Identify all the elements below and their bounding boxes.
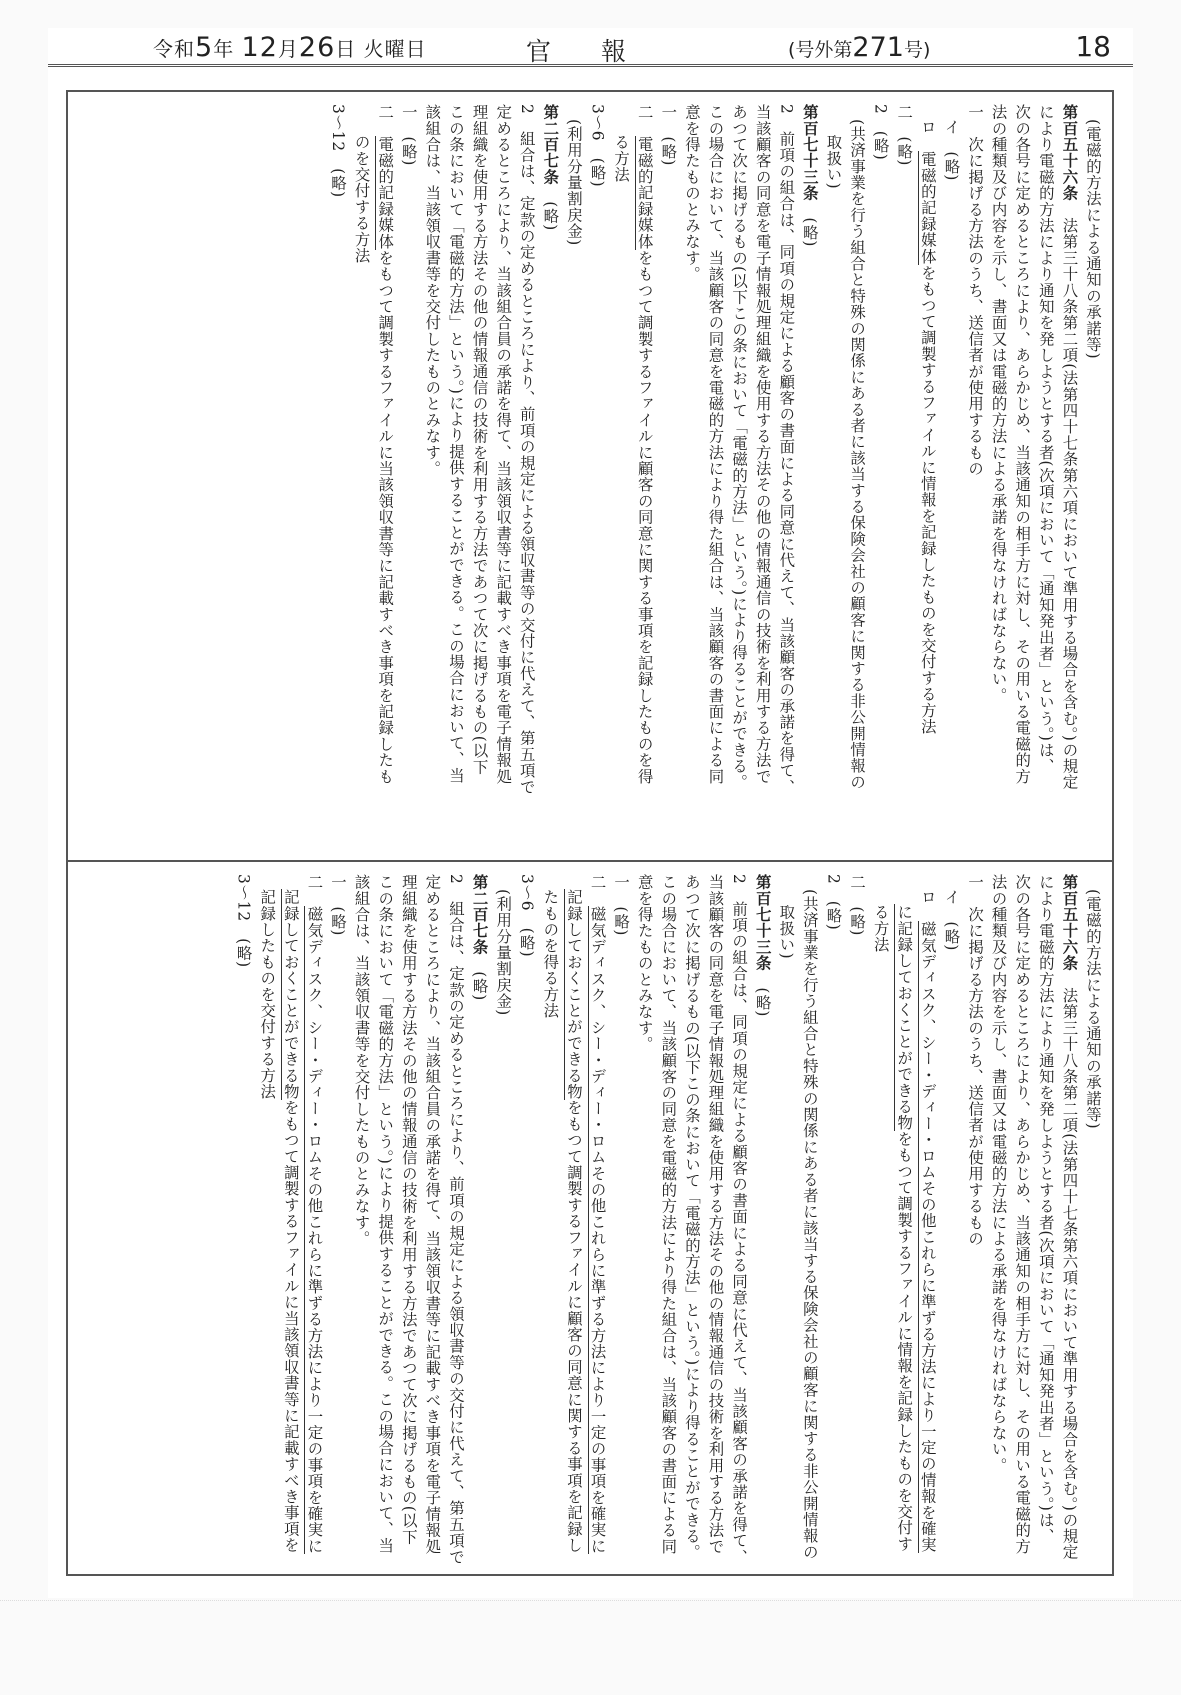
text-line: 該組合は、当該領収書等を交付したものとみなす。 [352, 874, 371, 1247]
text-line: 当該顧客の同意を電子情報処理組織を使用する方法その他の情報通信の技術を利用する方法で [706, 874, 725, 1555]
text-line: により電磁的方法により通知を発しようとする者(次項において「通知発出者」という。)は、 [1036, 874, 1055, 1545]
masthead-rule [48, 64, 1133, 67]
text-line: る方法 [612, 134, 631, 183]
text-line: 次の各号に定めるところにより、あらかじめ、当該通知の相手方に対し、その用いる電磁的方 [1013, 874, 1032, 1555]
text-line: (共済事業を行う組合と特殊の関係にある者に該当する保険会社の顧客に関する非公開情報の [800, 889, 819, 1561]
article-number: 第百七十三条 [800, 104, 819, 202]
text-line: 該組合は、当該領収書等を交付したものとみなす。 [423, 104, 442, 477]
text-line: 2 組合は、定款の定めるところにより、前項の規定による領収書等の交付に代えて、第五項で [517, 104, 536, 795]
month-unit: 月 [277, 37, 299, 61]
text-line: 取扱い) [777, 904, 796, 960]
text-line: 二 磁気ディスク、シー・ディー・ロムその他これらに準ずる方法により一定の事項を確実に [305, 874, 324, 1555]
issue-number [788, 32, 930, 63]
text-line: 理組織を使用する方法その他の情報通信の技術を利用する方法であつて次に掲げるもの(以下 [470, 104, 489, 776]
text-line: 法の種類及び内容を示し、書面又は電磁的方法による承諾を得なければならない。 [989, 874, 1008, 1474]
text-line: 法の種類及び内容を示し、書面又は電磁的方法による承諾を得なければならない。 [989, 104, 1008, 704]
text-line: 3〜6 (略) [517, 874, 536, 958]
text-line: この条において「電磁的方法」という。)により提供することができる。この場合において、当 [446, 104, 465, 784]
text-line: 記録しておくことができる物をもつて調製するファイルに顧客の同意に関する事項を記録し [564, 889, 583, 1554]
text-line: 一 次に掲げる方法のうち、送信者が使用するもの [966, 104, 985, 477]
page-bottom-divider [0, 1600, 1181, 1602]
text-line: 二 (略) [895, 104, 914, 167]
text-line: (電磁的方法による通知の承諾等) [1084, 889, 1102, 1130]
issue-suffix: 号) [903, 39, 931, 61]
year: 5 [195, 32, 214, 63]
amended-text-mark: 電磁的記録媒体 [376, 136, 395, 250]
text-line: 記録しておくことができる物をもつて調製するファイルに当該領収書等に記載すべき事項を [281, 889, 300, 1554]
day: 26 [298, 32, 336, 63]
text-line: 二 電磁的記録媒体をもつて調製するファイルに顧客の同意に関する事項を記録したものを得 [635, 104, 654, 785]
text-line: あつて次に掲げるもの(以下この条において「電磁的方法」という。)により得ることができる。 [730, 104, 749, 791]
text-line: 第百五十六条 法第三十八条第二項(法第四十七条第六項において準用する場合を含む。)の規定 [1060, 104, 1079, 791]
text-line: 3〜12 (略) [329, 104, 347, 198]
text-line: 一 次に掲げる方法のうち、送信者が使用するもの [966, 874, 985, 1247]
article-number: 第二百七条 [470, 874, 489, 955]
amended-text-mark: 記録しておくことができる物 [281, 889, 300, 1100]
text-line: 2 組合は、定款の定めるところにより、前項の規定による領収書等の交付に代えて、第五項で [446, 874, 465, 1565]
text-line: 一 (略) [399, 104, 418, 167]
amended-text-mark: 磁気ディスク、シー・ディー・ロムその他これらに準ずる方法により一定の事項を確実に [588, 906, 607, 1555]
text-line: 第百五十六条 法第三十八条第二項(法第四十七条第六項において準用する場合を含む。)の規定 [1060, 874, 1079, 1561]
article-number: 第百五十六条 [1060, 874, 1079, 972]
text-line: ロ 磁気ディスク、シー・ディー・ロムその他これらに準ずる方法により一定の情報を確実 [918, 889, 937, 1554]
text-line: 第百七十三条 (略) [800, 104, 819, 248]
text-line: 第二百七条 (略) [541, 104, 560, 232]
text-line: この場合において、当該顧客の同意を電磁的方法により得た組合は、当該顧客の書面による同 [659, 874, 678, 1555]
text-line: 2 (略) [871, 104, 890, 161]
text-line: 記録したものを交付する方法 [258, 889, 277, 1100]
text-line: 二 (略) [848, 874, 867, 937]
amended-text-mark: 電磁的記録媒体 [918, 151, 937, 265]
text-line: (共済事業を行う組合と特殊の関係にある者に該当する保険会社の顧客に関する非公開情報の [848, 119, 867, 791]
text-line: 取扱い) [824, 134, 843, 190]
text-line: (電磁的方法による通知の承諾等) [1084, 119, 1102, 360]
text-line: (利用分量割戻金) [494, 889, 513, 1017]
text-line: ロ 電磁的記録媒体をもつて調製するファイルに情報を記録したものを交付する方法 [918, 119, 937, 735]
text-line: 一 (略) [659, 104, 678, 167]
text-line: 当該顧客の同意を電子情報処理組織を使用する方法その他の情報通信の技術を利用する方法で [753, 104, 772, 785]
issue-prefix: (号外第 [788, 39, 853, 61]
text-line: 二 磁気ディスク、シー・ディー・ロムその他これらに準ずる方法により一定の事項を確実に [588, 874, 607, 1555]
article-number: 第百五十六条 [1060, 104, 1079, 202]
era: 令和 [153, 37, 195, 61]
text-line: 第百七十三条 (略) [753, 874, 772, 1018]
text-line: 2 前項の組合は、同項の規定による顧客の書面による同意に代えて、当該顧客の承諾を得て、 [777, 104, 796, 795]
day-unit: 日 [335, 37, 357, 61]
upper-text-columns [76, 104, 1104, 848]
text-line: この条において「電磁的方法」という。)により提供することができる。この場合において、当 [376, 874, 395, 1554]
text-line: 意を得たものとみなす。 [682, 104, 701, 283]
text-line: 一 (略) [329, 874, 347, 937]
amended-text-mark: に記録しておくことができる物 [895, 904, 914, 1131]
text-line: のを交付する方法 [352, 134, 371, 264]
issue-date [153, 32, 427, 63]
text-line: る方法 [871, 904, 890, 953]
text-line: 一 (略) [612, 874, 631, 937]
publication-title: 官報 [526, 37, 677, 66]
text-line: イ (略) [942, 119, 961, 182]
text-line: により電磁的方法により通知を発しようとする者(次項において「通知発出者」という。)は、 [1036, 104, 1055, 775]
text-line: 2 (略) [824, 874, 843, 931]
lower-section-current [68, 860, 1112, 1578]
gazette-page [48, 28, 1133, 1598]
amended-text-mark: 磁気ディスク、シー・ディー・ロムその他これらに準ずる方法により一定の事項を確実に [305, 906, 324, 1555]
text-line: 2 前項の組合は、同項の規定による顧客の書面による同意に代えて、当該顧客の承諾を得て、 [730, 874, 749, 1565]
text-line: 第二百七条 (略) [470, 874, 489, 1002]
article-number: 第二百七条 [541, 104, 560, 185]
article-number: 第百七十三条 [753, 874, 772, 972]
text-line: あつて次に掲げるもの(以下この条において「電磁的方法」という。)により得ることができる。 [682, 874, 701, 1561]
text-line: この場合において、当該顧客の同意を電磁的方法により得た組合は、当該顧客の書面による同 [706, 104, 725, 785]
upper-section-revised [68, 92, 1112, 858]
page-number: 18 [1075, 30, 1111, 63]
issue-number-value: 271 [852, 32, 904, 63]
lower-text-columns [76, 874, 1104, 1568]
text-line: (利用分量割戻金) [564, 119, 583, 247]
amended-text-mark: 記録しておくことができる物 [564, 889, 583, 1100]
text-line: 意を得たものとみなす。 [635, 874, 654, 1053]
text-line: に記録しておくことができる物をもつて調製するファイルに情報を記録したものを交付す [895, 904, 914, 1553]
text-line: 理組織を使用する方法その他の情報通信の技術を利用する方法であつて次に掲げるもの(以下 [399, 874, 418, 1546]
text-line: 次の各号に定めるところにより、あらかじめ、当該通知の相手方に対し、その用いる電磁的方 [1013, 104, 1032, 785]
text-line: 定めるところにより、当該組合員の承諾を得て、当該領収書等に記載すべき事項を電子情報処 [494, 104, 513, 785]
year-unit: 年 [213, 37, 235, 61]
comparison-table [66, 90, 1114, 1576]
text-line: 定めるところにより、当該組合員の承諾を得て、当該領収書等に記載すべき事項を電子情報処 [423, 874, 442, 1555]
text-line: 3〜6 (略) [588, 104, 607, 188]
text-line: 3〜12 (略) [234, 874, 253, 968]
text-line: たものを得る方法 [541, 889, 560, 1019]
text-line: イ (略) [942, 889, 961, 952]
amended-text-mark: 電磁的記録媒体 [635, 136, 654, 250]
text-line: 二 電磁的記録媒体をもつて調製するファイルに当該領収書等に記載すべき事項を記録したも [376, 104, 395, 785]
masthead [48, 28, 1133, 64]
weekday: 火曜日 [363, 37, 427, 61]
amended-text-mark: 磁気ディスク、シー・ディー・ロムその他これらに準ずる方法により一定の情報を確実 [918, 921, 937, 1554]
month: 12 [241, 32, 278, 63]
